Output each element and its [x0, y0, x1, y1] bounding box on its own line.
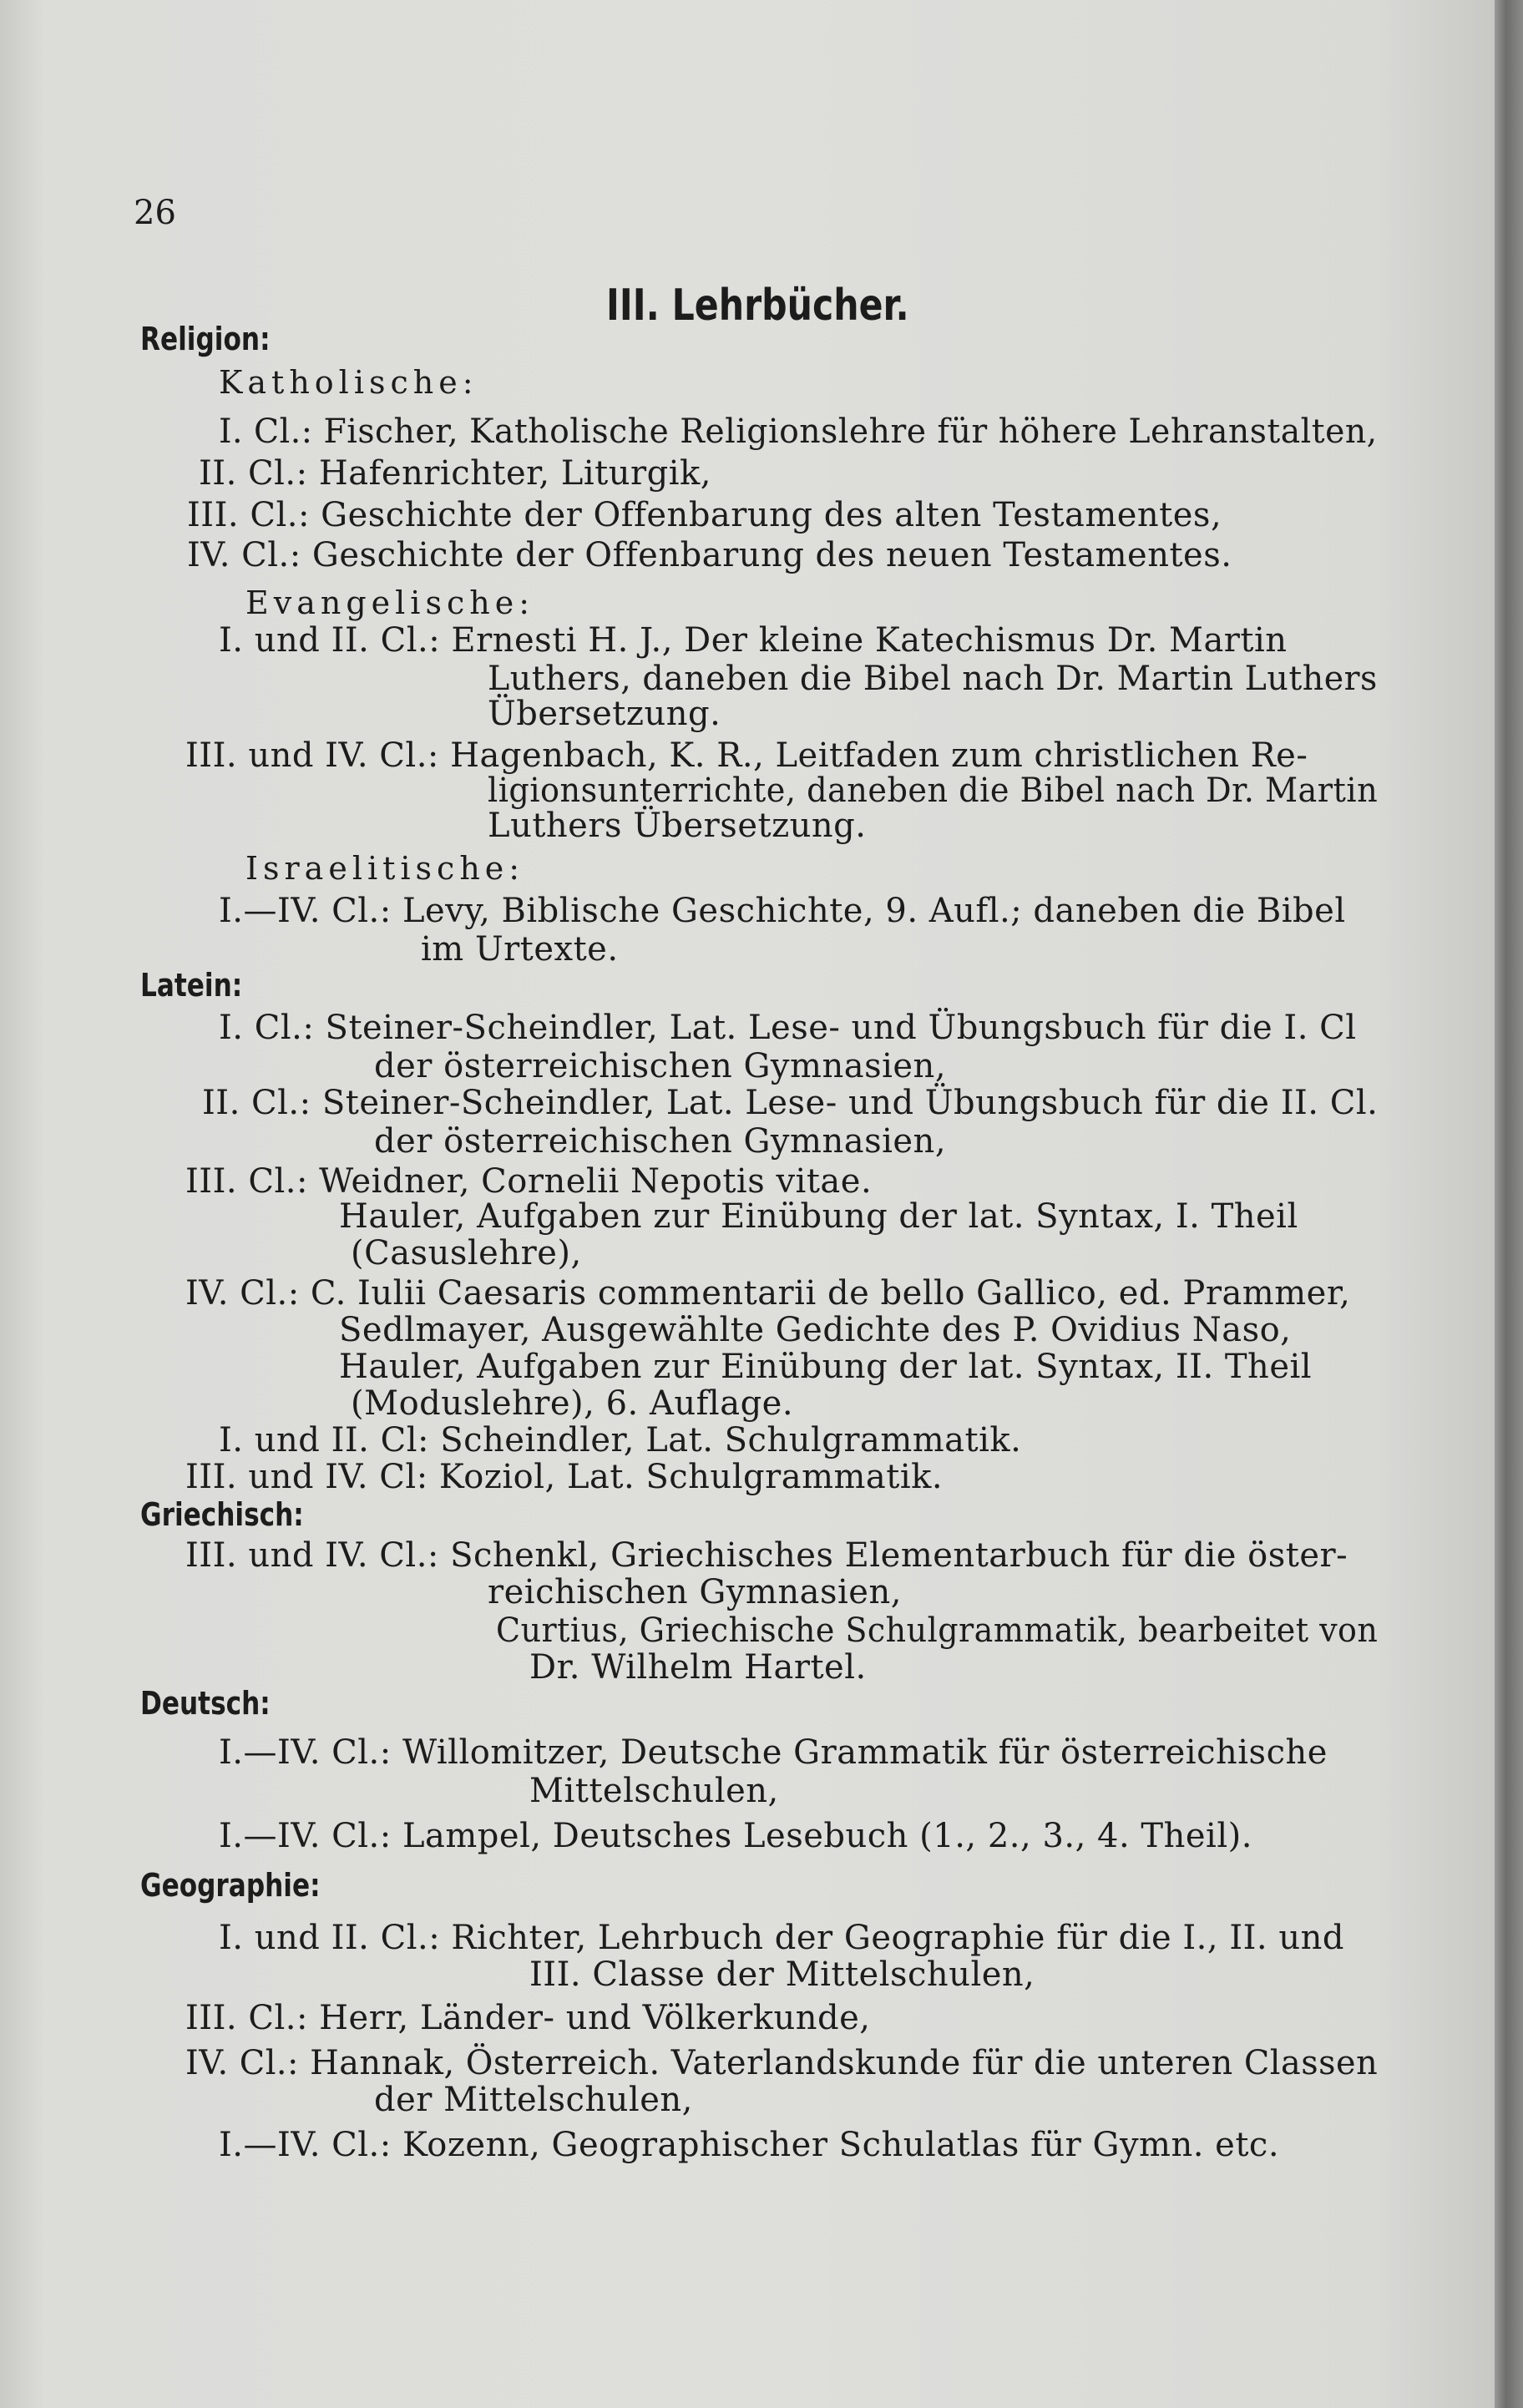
text-line: im Urtexte. — [421, 930, 619, 969]
subheading-katholisch: Katholische: — [219, 364, 478, 401]
text-line: ligionsunterrichte, daneben die Bibel nach Dr. Martin — [488, 771, 1379, 810]
text-line: II. Cl.: Steiner-Scheindler, Lat. Lese- und Übungsbuch für die II. Cl. — [202, 1084, 1379, 1122]
section-heading-deutsch: Deutsch: — [140, 1685, 271, 1722]
book-edge — [1495, 0, 1523, 2408]
page-number: 26 — [134, 194, 176, 232]
text-line: (Moduslehre), 6. Auflage. — [351, 1384, 794, 1423]
text-line: Luthers, daneben die Bibel nach Dr. Martin Luthers — [488, 660, 1378, 698]
subheading-israelitisch: Israelitische: — [245, 850, 525, 887]
text-line: III. Cl.: Herr, Länder- und Völkerkunde, — [185, 1999, 871, 2037]
text-line: III. und IV. Cl.: Schenkl, Griechisches Elementarbuch für die öster- — [185, 1536, 1348, 1575]
text-line: der österreichischen Gymnasien, — [374, 1122, 947, 1161]
subheading-evangelisch: Evangelische: — [245, 584, 535, 621]
text-line: Hauler, Aufgaben zur Einübung der lat. Syntax, II. Theil — [339, 1348, 1313, 1386]
text-line: III. und IV. Cl.: Hagenbach, K. R., Leitfaden zum christlichen Re- — [185, 736, 1308, 775]
text-line: Übersetzung. — [488, 695, 721, 733]
section-heading-latein: Latein: — [140, 967, 243, 1004]
section-heading-geographie: Geographie: — [140, 1867, 321, 1904]
text-line: I.—IV. Cl.: Lampel, Deutsches Lesebuch (1., 2., 3., 4. Theil). — [219, 1817, 1252, 1855]
text-line: I. Cl.: Fischer, Katholische Religionslehre für höhere Lehranstalten, — [219, 412, 1378, 451]
text-line: IV. Cl.: Hannak, Österreich. Vaterlandskunde für die unteren Classen — [185, 2044, 1379, 2082]
text-line: III. Classe der Mittelschulen, — [529, 1955, 1035, 1994]
text-line: III. Cl.: Weidner, Cornelii Nepotis vitae. — [185, 1162, 873, 1201]
text-line: III. Cl.: Geschichte der Offenbarung des alten Testamentes, — [187, 496, 1222, 534]
text-line: I. Cl.: Steiner-Scheindler, Lat. Lese- und Übungsbuch für die I. Cl — [219, 1009, 1357, 1047]
text-line: III. und IV. Cl: Koziol, Lat. Schulgrammatik. — [185, 1458, 944, 1496]
text-line: I. und II. Cl: Scheindler, Lat. Schulgrammatik. — [219, 1421, 1022, 1459]
text-line: Sedlmayer, Ausgewählte Gedichte des P. Ovidius Naso, — [339, 1311, 1292, 1349]
text-line: Luthers Übersetzung. — [488, 807, 867, 845]
text-line: Dr. Wilhelm Hartel. — [529, 1648, 867, 1687]
section-heading-religion: Religion: — [140, 321, 271, 357]
text-line: der österreichischen Gymnasien, — [374, 1047, 947, 1085]
text-line: der Mittelschulen, — [374, 2081, 693, 2119]
text-line: I.—IV. Cl.: Willomitzer, Deutsche Grammatik für österreichische — [219, 1733, 1328, 1772]
text-line: II. Cl.: Hafenrichter, Liturgik, — [199, 454, 711, 493]
text-line: (Casuslehre), — [351, 1234, 582, 1272]
text-line: Mittelschulen, — [529, 1772, 779, 1810]
text-line: Curtius, Griechische Schulgrammatik, bearbeitet von — [496, 1611, 1379, 1650]
text-line: I.—IV. Cl.: Kozenn, Geographischer Schulatlas für Gymn. etc. — [219, 2126, 1280, 2164]
text-line: I. und II. Cl.: Ernesti H. J., Der kleine Katechismus Dr. Martin — [219, 621, 1288, 660]
text-line: Hauler, Aufgaben zur Einübung der lat. Syntax, I. Theil — [339, 1197, 1298, 1236]
text-line: I.—IV. Cl.: Levy, Biblische Geschichte, 9. Aufl.; daneben die Bibel — [219, 892, 1346, 930]
section-heading-griechisch: Griechisch: — [140, 1496, 304, 1533]
text-line: reichischen Gymnasien, — [488, 1573, 902, 1611]
text-line: I. und II. Cl.: Richter, Lehrbuch der Geographie für die I., II. und — [219, 1919, 1344, 1957]
page-title: III. Lehrbücher. — [606, 281, 909, 331]
text-line: IV. Cl.: Geschichte der Offenbarung des neuen Testamentes. — [187, 536, 1232, 574]
text-line: IV. Cl.: C. Iulii Caesaris commentarii de bello Gallico, ed. Prammer, — [185, 1274, 1351, 1313]
